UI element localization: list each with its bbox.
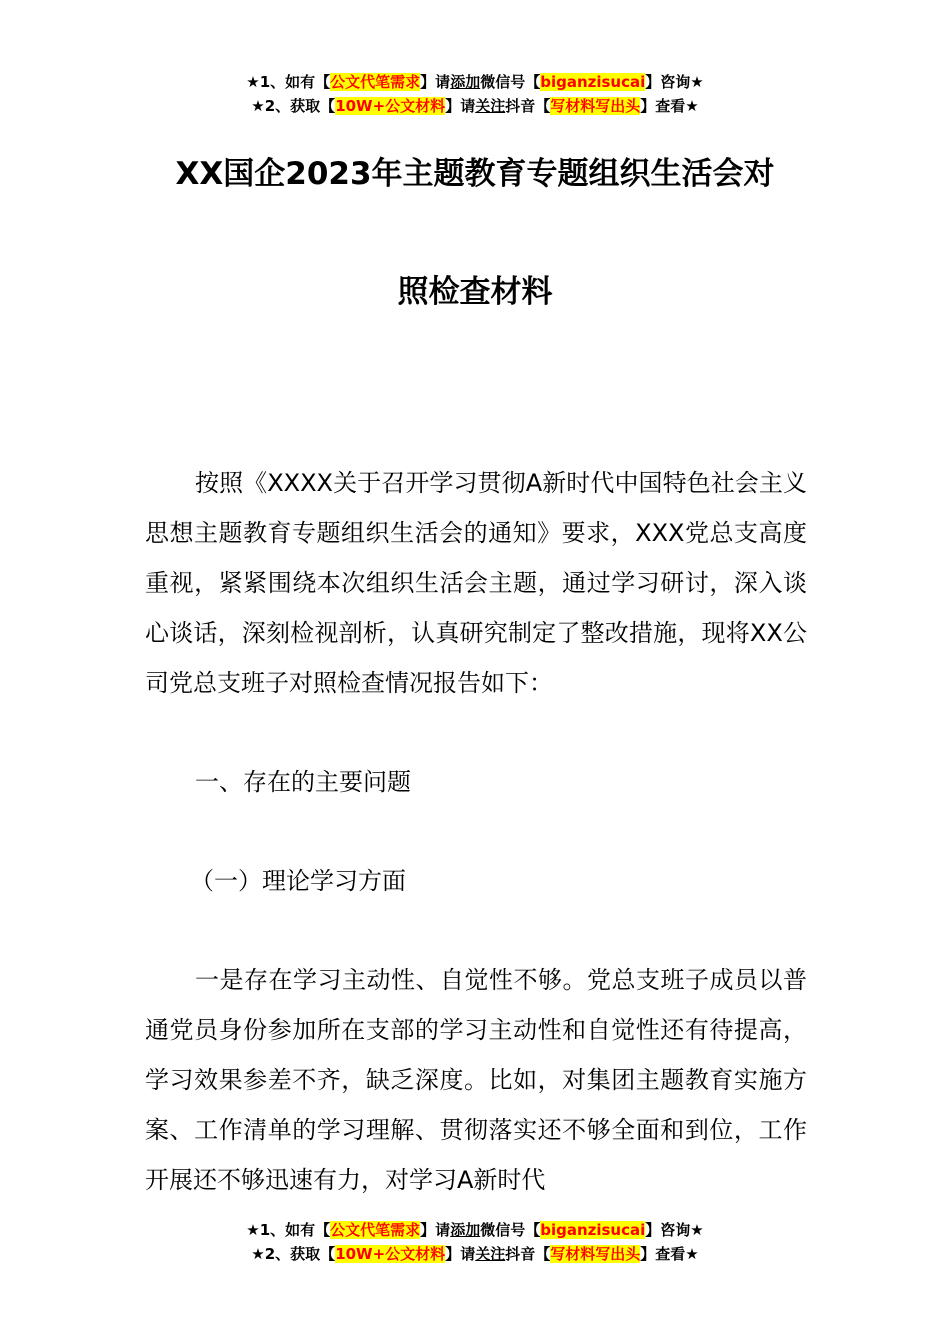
document-title-line-1: XX国企2023年主题教育专题组织生活会对: [175, 156, 775, 192]
banner-text: ★2、获取【: [251, 97, 336, 115]
banner-highlight: 10W+公文材料: [335, 1245, 446, 1263]
banner-text: ★1、如有【: [246, 73, 331, 91]
banner-line-1: [0, 70, 950, 94]
subsection-heading-container: [145, 856, 807, 906]
section-heading: 一、存在的主要问题: [195, 768, 411, 796]
banner-emphasis: 关注: [475, 1245, 506, 1263]
banner-line-1: [0, 1218, 950, 1242]
banner-text: 】请: [445, 1245, 476, 1263]
banner-highlight: 公文代笔需求: [330, 1221, 421, 1239]
banner-text: 】请: [420, 1221, 451, 1239]
banner-highlight: biganzisucai: [540, 73, 646, 91]
banner-text: 】查看★: [640, 1245, 699, 1263]
banner-text: 】请: [445, 97, 476, 115]
document-title-line-2: 照检查材料: [397, 274, 553, 310]
point-section: [145, 955, 807, 1205]
banner-emphasis: 关注: [475, 97, 506, 115]
banner-text: 抖音【: [505, 97, 551, 115]
banner-text: 】咨询★: [645, 73, 704, 91]
banner-emphasis: 添加: [450, 1221, 481, 1239]
point-paragraph: 一是存在学习主动性、自觉性不够。党总支班子成员以普通党员身份参加所在支部的学习主动性和自觉性还有待提高，学习效果参差不齐，缺乏深度。比如，对集团主题教育实施方案、工作清单的学习理解、贯彻落实还不够全面和到位，工作开展还不够迅速有力，对学习A新时代: [145, 966, 807, 1194]
banner-highlight: 公文代笔需求: [330, 73, 421, 91]
banner-text: ★2、获取【: [251, 1245, 336, 1263]
banner-text: 微信号【: [480, 73, 541, 91]
banner-text: ★1、如有【: [246, 1221, 331, 1239]
intro-section: [145, 458, 807, 708]
bottom-banner: [0, 1218, 950, 1266]
banner-emphasis: 添加: [450, 73, 481, 91]
section-heading-container: [145, 757, 807, 807]
banner-highlight: 写材料写出头: [550, 1245, 641, 1263]
banner-text: 】请: [420, 73, 451, 91]
subsection-heading: （一）理论学习方面: [190, 867, 406, 895]
banner-text: 抖音【: [505, 1245, 551, 1263]
banner-line-2: [0, 1242, 950, 1266]
top-banner: [0, 70, 950, 118]
banner-text: 】咨询★: [645, 1221, 704, 1239]
intro-paragraph: 按照《XXXX关于召开学习贯彻A新时代中国特色社会主义思想主题教育专题组织生活会的通知》要求，XXX党总支高度重视，紧紧围绕本次组织生活会主题，通过学习研讨，深入谈心谈话，深刻检视剖析，认真研究制定了整改措施，现将XX公司党总支班子对照检查情况报告如下：: [145, 469, 807, 697]
banner-line-2: [0, 94, 950, 118]
banner-highlight: biganzisucai: [540, 1221, 646, 1239]
banner-text: 】查看★: [640, 97, 699, 115]
banner-highlight: 写材料写出头: [550, 97, 641, 115]
banner-text: 微信号【: [480, 1221, 541, 1239]
banner-highlight: 10W+公文材料: [335, 97, 446, 115]
